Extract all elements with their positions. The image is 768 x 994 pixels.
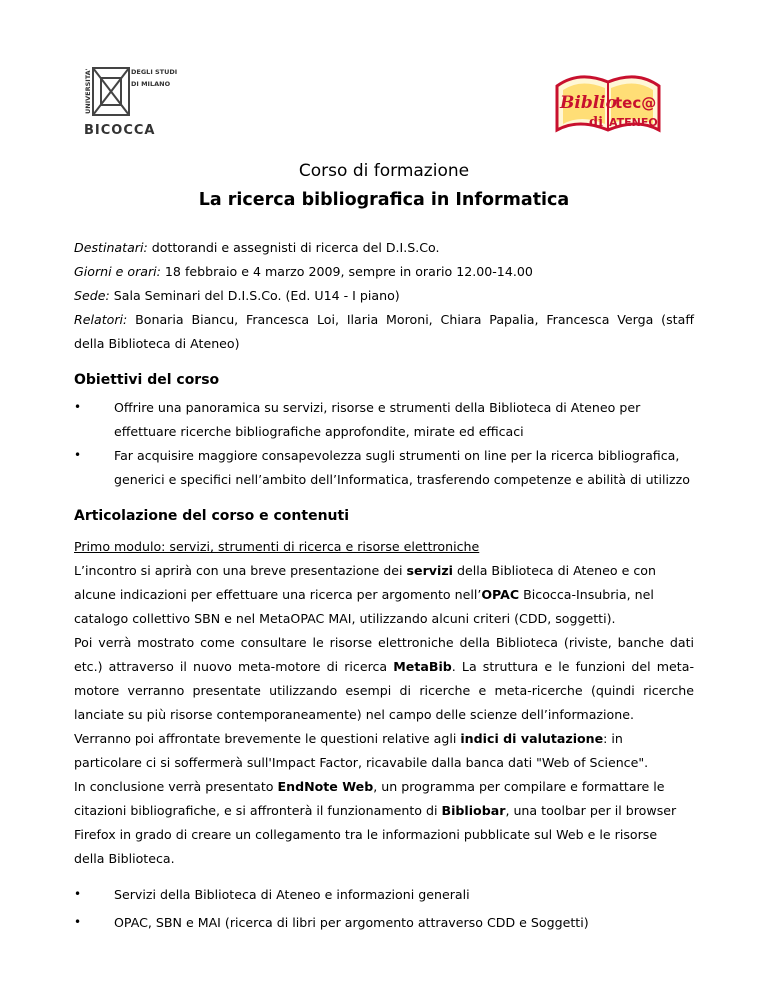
logo-text-degli-studi: DEGLI STUDI: [131, 68, 178, 76]
info-relatori: [74, 312, 694, 327]
p2-line3: motore verranno presentate utilizzando esempi di ricerche e meta-ricerche (quindi ricerche: [74, 683, 694, 698]
sede-value: Sala Seminari del D.I.S.Co. (Ed. U14 - I piano): [109, 288, 400, 303]
sede-label: Sede:: [74, 288, 110, 303]
p4-line3: Firefox in grado di creare un collegamento tra le informazioni pubblicate sul Web e le risorse: [74, 827, 658, 842]
p3-text-a: Verranno poi affrontate brevemente le questioni relative agli: [74, 731, 461, 746]
destinatari-label: Destinatari:: [74, 240, 148, 255]
info-relatori-line2: della Biblioteca di Ateneo): [74, 336, 240, 351]
articolazione-heading: Articolazione del corso e contenuti: [74, 508, 349, 524]
keyword-endnote-web: EndNote Web: [277, 779, 374, 794]
course-type-title: Corso di formazione: [298, 161, 470, 181]
p4-line1: [74, 779, 664, 794]
p1-line2: [74, 587, 654, 602]
obiettivo-1-line2: effettuare ricerche bibliografiche approfondite, mirate ed efficaci: [114, 424, 524, 439]
p2-text-d: . La struttura e le funzioni del meta-: [451, 659, 694, 674]
logo-text-universita: UNIVERSITA': [84, 68, 92, 114]
bullet-marker: •: [74, 887, 82, 901]
p2-line2: [74, 659, 694, 674]
info-giorni: [74, 264, 533, 279]
logo-text-bicocca: BICOCCA: [84, 123, 156, 138]
p1-line1: [74, 563, 656, 578]
info-destinatari: [74, 240, 440, 255]
relatori-label: Relatori:: [74, 312, 128, 327]
contenuto-item-2: OPAC, SBN e MAI (ricerca di libri per argomento attraverso CDD e Soggetti): [114, 915, 589, 930]
p4-line4: della Biblioteca.: [74, 851, 175, 866]
relatori-value-line1: Bonaria Biancu, Francesca Loi, Ilaria Moroni, Chiara Papalia, Francesca Verga (staff: [127, 312, 694, 327]
destinatari-value: dottorandi e assegnisti di ricerca del D.I.S.Co.: [147, 240, 440, 255]
obiettivi-heading: Obiettivi del corso: [74, 372, 220, 388]
p1-text-d: alcune indicazioni per effettuare una ricerca per argomento nell’: [74, 587, 482, 602]
biblioteca-di-ateneo-logo: [549, 64, 667, 140]
p1-text-c: della Biblioteca di Ateneo e con: [452, 563, 656, 578]
giorni-value: 18 febbraio e 4 marzo 2009, sempre in orario 12.00-14.00: [160, 264, 533, 279]
logo-text-tec: tec@: [615, 94, 657, 112]
obiettivo-2-line2: generici e specifici nell’ambito dell’Informatica, trasferendo competenze e abilità di utilizzo: [114, 472, 690, 487]
p4-text-f: , una toolbar per il browser: [505, 803, 677, 818]
keyword-indici-valutazione: indici di valutazione: [460, 731, 604, 746]
p4-text-a: In conclusione verrà presentato: [74, 779, 278, 794]
p4-text-d: citazioni bibliografiche, e si affronterà il funzionamento di: [74, 803, 442, 818]
logo-text-ateneo: ATENEO: [609, 116, 658, 129]
p1-text-a: L’incontro si aprirà con una breve presentazione dei: [74, 563, 407, 578]
university-bicocca-logo: [80, 66, 178, 138]
course-subject-title: La ricerca bibliografica in Informatica: [198, 190, 570, 210]
contenuto-item-1: Servizi della Biblioteca di Ateneo e informazioni generali: [114, 887, 470, 902]
p1-line3: catalogo collettivo SBN e nel MetaOPAC MAI, utilizzando alcuni criteri (CDD, soggetti).: [74, 611, 616, 626]
logo-text-di: di: [589, 115, 604, 130]
p2-text-b: etc.) attraverso il nuovo meta-motore di ricerca: [74, 659, 394, 674]
keyword-metabib: MetaBib: [393, 659, 452, 674]
p4-line2: [74, 803, 676, 818]
obiettivo-1-line1: Offrire una panoramica su servizi, risorse e strumenti della Biblioteca di Ateneo per: [114, 400, 641, 415]
p3-line1: [74, 731, 623, 746]
p2-line1: Poi verrà mostrato come consultare le risorse elettroniche della Biblioteca (riviste, banche dati: [74, 635, 694, 650]
p2-line4: lanciate su più risorse contemporaneamente) nel campo delle scienze dell’informazione.: [74, 707, 634, 722]
logo-text-di-milano: DI MILANO: [131, 80, 171, 88]
keyword-opac: OPAC: [481, 587, 520, 602]
p1-text-f: Bicocca-Insubria, nel: [519, 587, 654, 602]
keyword-bibliobar: Bibliobar: [441, 803, 506, 818]
p3-line2: particolare ci si soffermerà sull'Impact Factor, ricavabile dalla banca dati "Web of Science".: [74, 755, 649, 770]
bullet-marker: •: [74, 448, 82, 462]
keyword-servizi: servizi: [406, 563, 453, 578]
bullet-marker: •: [74, 915, 82, 929]
p3-text-c: : in: [603, 731, 623, 746]
obiettivo-2-line1: Far acquisire maggiore consapevolezza sugli strumenti on line per la ricerca bibliografica,: [114, 448, 680, 463]
bullet-marker: •: [74, 400, 82, 414]
modulo-subheading: Primo modulo: servizi, strumenti di ricerca e risorse elettroniche: [74, 539, 480, 554]
p4-text-c: , un programma per compilare e formattare le: [373, 779, 665, 794]
info-sede: [74, 288, 400, 303]
giorni-label: Giorni e orari:: [74, 264, 161, 279]
logo-text-biblio: Biblio: [560, 93, 617, 113]
